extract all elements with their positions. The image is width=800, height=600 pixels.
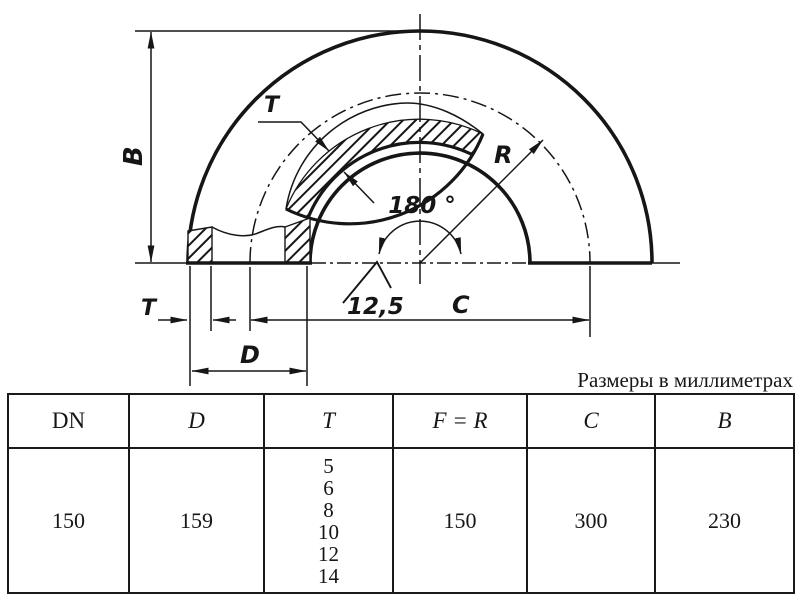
cell-b: 230 <box>655 448 794 593</box>
cell-c: 300 <box>527 448 655 593</box>
dimension-table <box>7 393 795 594</box>
column-header-f-r: F = R <box>393 394 527 448</box>
column-header-t: T <box>264 394 393 448</box>
t-value-line: 5 <box>323 453 334 478</box>
column-header-b: B <box>655 394 794 448</box>
b-dimension-label: B <box>119 146 149 166</box>
table-data-row <box>8 448 794 593</box>
left-port-outer-wall-hatch <box>188 227 212 263</box>
t-section-label: T <box>264 93 280 118</box>
cell-dn: 150 <box>8 448 129 593</box>
column-header-dn: DN <box>8 394 129 448</box>
cell-t-values <box>264 448 393 593</box>
cell-d: 159 <box>129 448 264 593</box>
cell-f-r: 150 <box>393 448 527 593</box>
t-section-arrow2 <box>344 172 374 203</box>
t-value-line: 12 <box>318 541 339 566</box>
dimensions <box>135 31 590 386</box>
t-value-line: 10 <box>318 519 339 544</box>
bend-figure <box>135 14 680 284</box>
t-dimension-label: T <box>141 296 157 321</box>
c-dimension-label: C <box>452 291 470 319</box>
r-dimension-label: R <box>494 141 513 169</box>
units-note: Размеры в миллиметрах <box>577 368 793 392</box>
left-port-inner-wall-hatch <box>285 218 310 263</box>
d-dimension-label: D <box>240 341 260 369</box>
t-value-line: 14 <box>318 563 339 588</box>
column-header-c: C <box>527 394 655 448</box>
angle-label: 180 ° <box>388 193 456 219</box>
roughness-label: 12,5 <box>347 294 404 320</box>
table-header-row <box>8 394 794 448</box>
column-header-d: D <box>129 394 264 448</box>
left-port-break-line <box>212 227 285 236</box>
t-value-line: 6 <box>323 475 334 500</box>
t-value-line: 8 <box>323 497 334 522</box>
